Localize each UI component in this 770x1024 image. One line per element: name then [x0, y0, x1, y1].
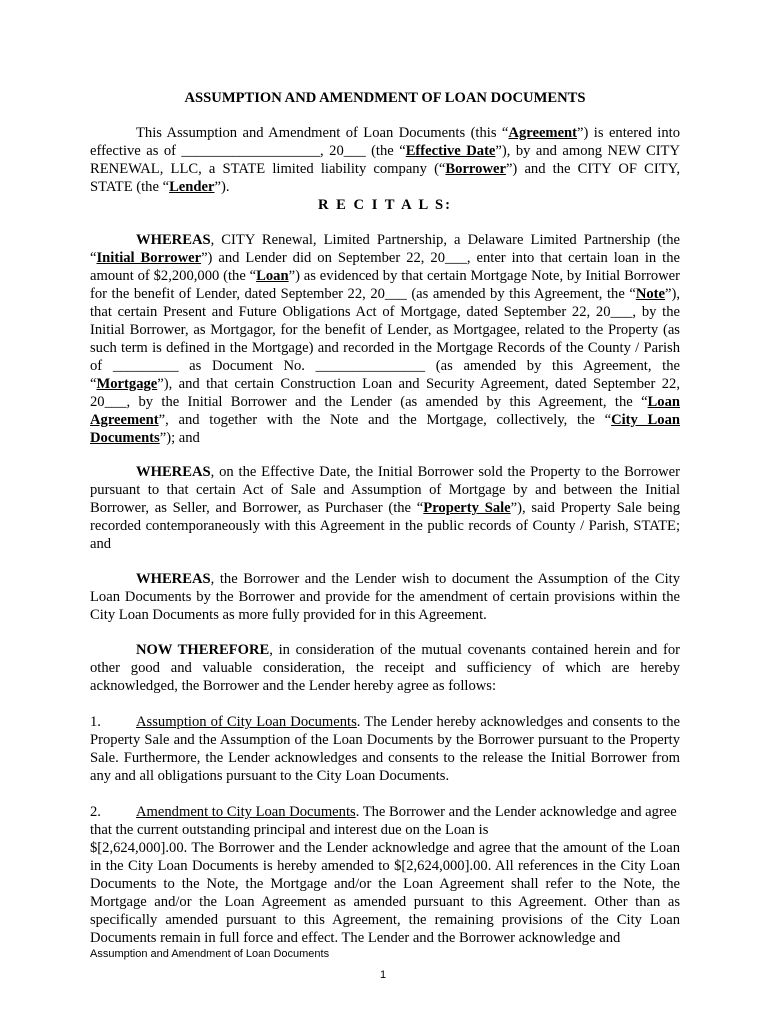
document-title: ASSUMPTION AND AMENDMENT OF LOAN DOCUMENTS — [184, 90, 586, 106]
term-effective-date: Effective Date — [405, 143, 496, 159]
term-initial-borrower: Initial Borrower — [96, 250, 202, 266]
section-2-number: 2. — [90, 804, 101, 820]
footer-label: Assumption and Amendment of Loan Documents — [90, 948, 330, 960]
intro-paragraph: This Assumption and Amendment of Loan Documents (this “Agreement”) is entered into effective as of ___________________, 20___ (the “Effective Date”), by and among NEW CITY RENEWAL, LLC, a STATE limited liability company (“Borrower”) and the CITY OF CITY, STATE (the “Lender”). — [90, 125, 681, 195]
term-property-sale: Property Sale — [423, 500, 511, 516]
term-loan: Loan — [256, 268, 289, 284]
whereas-paragraph-1: WHEREAS, CITY Renewal, Limited Partnership, a Delaware Limited Partnership (the “Initial Borrower”) and Lender did on September 22, 20___, enter into that certain loan in the amount of $2,200,000 (the “Loan”) as evidenced by that certain Mortgage Note, by Initial Borrower for the benefit of Lender, dated September 22, 20___ (as amended by this Agreement, the “Note”), that certain Present and Future Obligations Act of Mortgage, dated September 22, 20___, by the Initial Borrower, as Mortgagor, for the benefit of Lender, as Mortgagee, related to the Property (as such term is defined in the Mortgage) and recorded in the Mortgage Records of the County / Parish of _________ as Document No. _______________ (as amended by this Agreement, the “Mortgage”), and that certain Construction Loan and Security Agreement, dated September 22, 20___, by the Initial Borrower and the Lender (as amended by this Agreement, the “Loan Agreement”, and together with the Note and the Mortgage, collectively, the “City Loan Documents”); and — [90, 232, 681, 446]
whereas-paragraph-2: WHEREAS, on the Effective Date, the Initial Borrower sold the Property to the Borrower pursuant to that certain Act of Sale and Assumption of Mortgage by and between the Initial Borrower, as Seller, and Borrower, as Purchaser (the “Property Sale”), said Property Sale being recorded contemporaneously with this Agreement in the public records of County / Parish, STATE; and — [90, 464, 681, 552]
whereas-paragraph-3: WHEREAS, the Borrower and the Lender wish to document the Assumption of the City Loan Documents by the Borrower and provide for the amendment of certain provisions within the City Loan Documents as more fully provided for in this Agreement. — [90, 571, 680, 623]
term-loan-agreement: Loan Agreement — [90, 394, 680, 428]
page-number: 1 — [380, 969, 387, 981]
term-mortgage: Mortgage — [96, 376, 158, 392]
term-city-loan-documents: City Loan Documents — [90, 412, 680, 446]
section-1-number: 1. — [90, 714, 101, 730]
section-2-body: $[2,624,000].00. The Borrower and the Lender acknowledge and agree that the amount of the Loan in the City Loan Documents is hereby amended to $[2,624,000].00. All references in the City Loan Documents to the Note, the Mortgage and/or the Loan Agreement shall refer to the Note, the Mortgage and/or the Loan Agreement as amended pursuant to this Agreement. Other than as specifically amended pursuant to this Agreement, the remaining provisions of the City Loan Documents remain in full force and effect. The Lender and the Borrower acknowledge and — [90, 840, 680, 946]
section-1: 1. Assumption of City Loan Documents. The Lender hereby acknowledges and consents to the Property Sale and the Assumption of the Loan Documents by the Borrower pursuant to the Property Sale. Furthermore, the Lender acknowledges and consents to the release the Initial Borrower from any and all obligations pursuant to the City Loan Documents. — [90, 714, 680, 784]
term-agreement: Agreement — [508, 125, 578, 141]
section-1-heading: Assumption of City Loan Documents — [136, 714, 357, 730]
now-therefore-paragraph: NOW THEREFORE, in consideration of the mutual covenants contained herein and for other good and valuable consideration, the receipt and sufficiency of which are hereby acknowledged, the Borrower and the Lender hereby agree as follows: — [90, 642, 680, 694]
term-lender: Lender — [169, 179, 215, 195]
term-borrower: Borrower — [445, 161, 506, 177]
recitals-heading: R E C I T A L S: — [317, 197, 453, 213]
term-note: Note — [635, 286, 665, 302]
section-2: 2. Amendment to City Loan Documents. The Borrower and the Lender acknowledge and agree that the current outstanding principal and interest due on the Loan is $[2,624,000].00. The Borrower and the Lender acknowledge and agree that the amount of the Loan in the City Loan Documents is hereby amended to $[2,624,000].00. All references in the City Loan Documents to the Note, the Mortgage and/or the Loan Agreement shall refer to the Note, the Mortgage and/or the Loan Agreement as amended pursuant to this Agreement. Other than as specifically amended pursuant to this Agreement, the remaining provisions of the City Loan Documents remain in full force and effect. The Lender and the Borrower acknowledge and — [90, 804, 680, 946]
section-2-heading: Amendment to City Loan Documents — [136, 804, 356, 820]
